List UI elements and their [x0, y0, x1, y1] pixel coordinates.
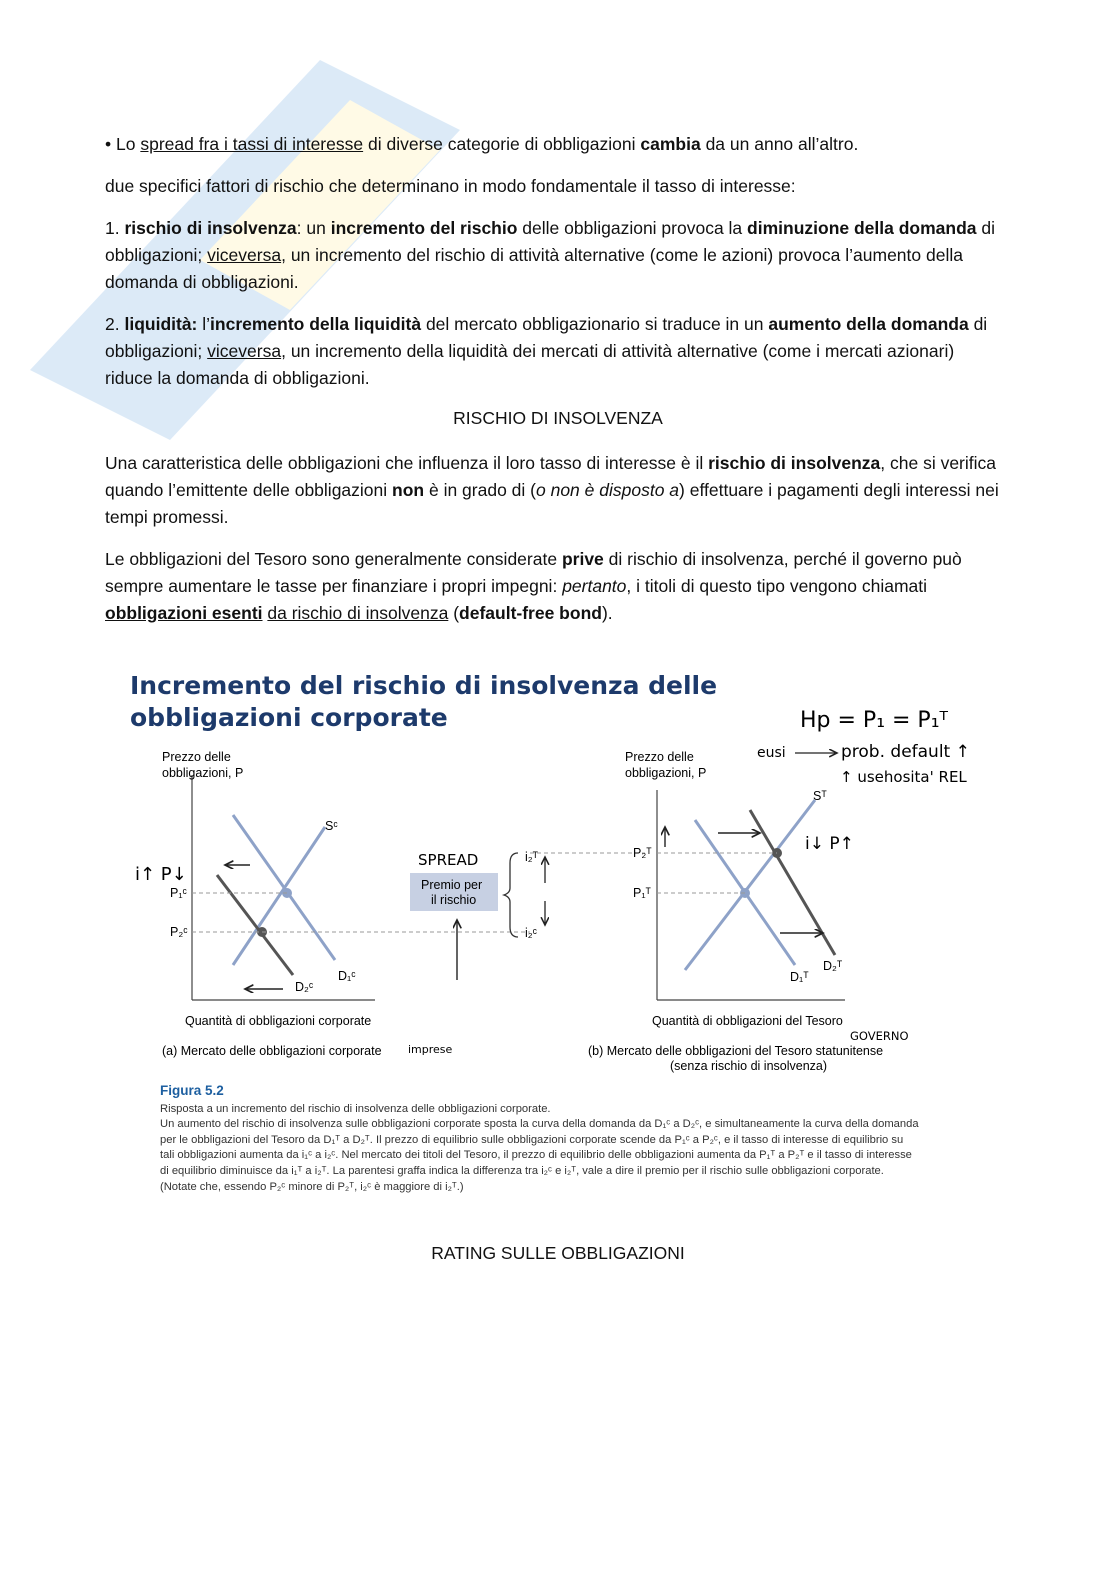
- i2c-label: i₂ᶜ: [525, 926, 538, 940]
- right-d2-label: D₂ᵀ: [823, 959, 843, 973]
- spread-note: SPREAD: [418, 851, 479, 869]
- spread-term: spread fra i tassi di interesse: [140, 134, 364, 154]
- right-d1-label: D₁ᵀ: [790, 970, 809, 984]
- left-ylabel-2: obbligazioni, P: [162, 766, 244, 780]
- figure-title: Incremento del rischio di insolvenza delle obbligazioni corporate: [130, 671, 718, 732]
- right-supply-label: Sᵀ: [813, 789, 827, 803]
- insolvency-paragraph: Una caratteristica delle obbligazioni che influenza il loro tasso di interesse è il rischio di insolvenza, che si verifica quando l’emittente delle obbligazioni non è in grado di (o non è disposto a) effettuare i pagamenti degli interessi nei tempi promessi.: [105, 453, 999, 527]
- left-p1-label: P₁ᶜ: [170, 886, 187, 900]
- imprese-note: imprese: [408, 1043, 453, 1056]
- left-d2-label: D₂ᶜ: [295, 980, 314, 994]
- right-ylabel-2: obbligazioni, P: [625, 766, 707, 780]
- right-p2-label: P₂ᵀ: [633, 846, 652, 860]
- left-handwritten-note: i↑ P↓: [135, 864, 187, 885]
- left-subtitle: (a) Mercato delle obbligazioni corporate: [162, 1044, 382, 1058]
- figure-caption: Figura 5.2 Risposta a un incremento del rischio di insolvenza delle obbligazioni corporate. Un aumento del rischio di insolvenza sulle obbligazioni corporate sposta la curva della domanda da D₁ᶜ a D₂ᶜ, e simultaneamente la curva della domanda per le obbligazioni del Tesoro da D₁ᵀ a D₂ᵀ. Il prezzo di equilibrio sulle obbligazioni corporate scende da P₁ᶜ a P₂ᶜ, e il tasso di interesse di equilibrio su tali obbligazioni aumenta da i₁ᶜ a i₂ᶜ. Nel mercato dei titoli del Tesoro, il prezzo di equilibrio delle obbligazioni aumenta da P₁ᵀ a P₂ᵀ e il tasso di interesse di equilibrio diminuisce da i₁ᵀ a i₂ᵀ. La parentesi graffa indica la differenza tra i₂ᶜ e i₂ᵀ, vale a dire il premio per il rischio sulle obbligazioni corporate. (Notate che, essendo P₂ᶜ minore di P₂ᵀ, i₂ᶜ è maggiore di i₂ᵀ.): [160, 1083, 919, 1193]
- intro-paragraph: due specifici fattori di rischio che determinano in modo fondamentale il tasso di interesse:: [105, 176, 796, 196]
- premium-line-1: Premio per: [421, 878, 483, 892]
- figure-5-2: [125, 665, 995, 1210]
- brace: [504, 853, 518, 937]
- heading-rating: RATING SULLE OBBLIGAZIONI: [431, 1243, 685, 1263]
- point-1-paragraph: 1. rischio di insolvenza: un incremento del rischio delle obbligazioni provoca la diminuzione della domanda di obbligazioni; viceversa, un incremento del rischio di attività alternative (come le azioni) provoca l’aumento della domanda di obbligazioni.: [105, 218, 996, 292]
- right-handwritten-note: i↓ P↑: [805, 834, 854, 854]
- eusi-note: eusi: [757, 745, 786, 761]
- prob-default-note: prob. default ↑: [841, 742, 970, 762]
- left-xlabel: Quantità di obbligazioni corporate: [185, 1014, 372, 1028]
- right-subtitle-1: (b) Mercato delle obbligazioni del Tesoro statunitense: [588, 1044, 884, 1058]
- treasury-paragraph: Le obbligazioni del Tesoro sono generalmente considerate prive di rischio di insolvenza, perché il governo può sempre aumentare le tasse per finanziare i propri impegni: pertanto, i titoli di questo tipo vengono chiamati obbligazioni esenti da rischio di insolvenza (default-free bond).: [105, 549, 962, 623]
- left-ylabel-1: Prezzo delle: [162, 750, 231, 764]
- right-xlabel: Quantità di obbligazioni del Tesoro: [652, 1014, 843, 1028]
- i2T-label: i₂ᵀ: [525, 850, 539, 864]
- governo-note: GOVERNO: [850, 1029, 909, 1043]
- right-p1-label: P₁ᵀ: [633, 886, 651, 900]
- point-2-paragraph: 2. liquidità: l’incremento della liquidità del mercato obbligazionario si traduce in un aumento della domanda di obbligazioni; viceversa, un incremento della liquidità dei mercati di attività alternative (come i mercati azionari) riduce la domanda di obbligazioni.: [105, 314, 988, 388]
- left-p2-label: P₂ᶜ: [170, 925, 188, 939]
- right-subtitle-2: (senza rischio di insolvenza): [670, 1059, 828, 1073]
- premium-line-2: il rischio: [431, 893, 477, 907]
- right-ylabel-1: Prezzo delle: [625, 750, 694, 764]
- hp-note: Hp = P₁ = P₁ᵀ: [800, 708, 948, 733]
- left-d1-label: D₁ᶜ: [338, 969, 356, 983]
- figure-graphics: [125, 665, 995, 1085]
- uscita-note: ↑ usehosita' REL: [840, 768, 967, 786]
- bullet-paragraph: • Lo spread fra i tassi di interesse di diverse categorie di obbligazioni cambia da un anno all’altro.: [105, 134, 859, 154]
- left-supply-label: Sᶜ: [325, 819, 338, 833]
- left-supply-curve: [233, 827, 325, 965]
- heading-rischio-insolvenza: RISCHIO DI INSOLVENZA: [453, 408, 663, 428]
